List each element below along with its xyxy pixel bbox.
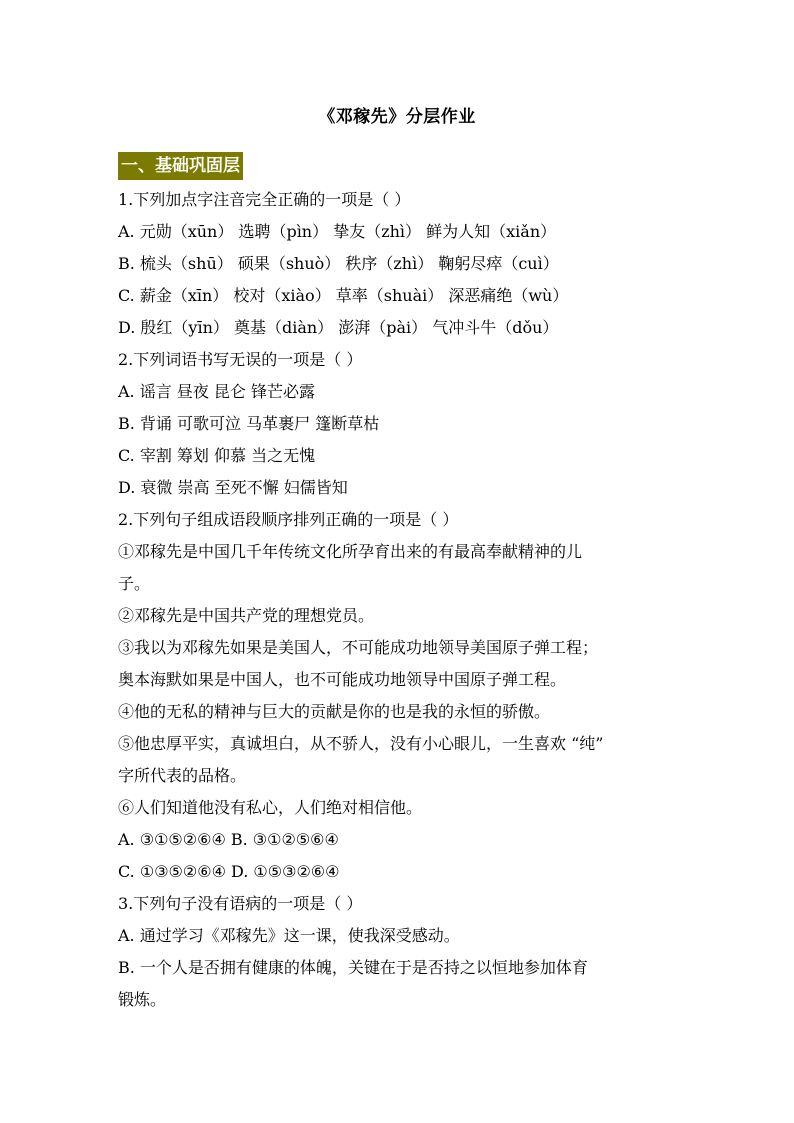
question-1-option-b: B. 梳头（shū） 硕果（shuò） 秩序（zhì） 鞠躬尽瘁（cuì） xyxy=(118,254,559,273)
question-2-option-b: B. 背诵 可歌可泣 马革裹尸 篷断草枯 xyxy=(118,414,380,433)
question-3-sentence-line: 奥本海默如果是中国人，也不可能成功地领导中国原子弹工程。 xyxy=(118,670,567,689)
question-4-option-b-cont: 锻炼。 xyxy=(118,990,167,1009)
question-3-options-cd: C. ①③⑤②⑥④ D. ①⑤③②⑥④ xyxy=(118,862,340,881)
question-3-sentence-line: ⑤他忠厚平实，真诚坦白，从不骄人，没有小心眼儿，一生喜欢 “纯” xyxy=(118,734,604,753)
question-4-option-a: A. 通过学习《邓稼先》这一课，使我深受感动。 xyxy=(118,926,460,945)
question-3-sentence-line: ①邓稼先是中国几千年传统文化所孕育出来的有最高奉献精神的儿 xyxy=(118,542,583,561)
question-2-option-c: C. 宰割 筹划 仰慕 当之无愧 xyxy=(118,446,316,465)
question-4-stem: 3.下列句子没有语病的一项是（ ） xyxy=(118,894,363,913)
question-1-option-d: D. 殷红（yīn） 奠基（diàn） 澎湃（pài） 气冲斗牛（dǒu） xyxy=(118,318,559,337)
section-heading: 一、基础巩固层 xyxy=(118,152,243,180)
question-3-sentence-line: 字所代表的品格。 xyxy=(118,766,247,785)
question-2-stem: 2.下列词语书写无误的一项是（ ） xyxy=(118,350,363,369)
question-3-sentence-line: 子。 xyxy=(118,574,151,593)
question-3-sentence-line: ③我以为邓稼先如果是美国人，不可能成功地领导美国原子弹工程； xyxy=(118,638,599,657)
question-2-option-d: D. 衰微 崇高 至死不懈 妇儒皆知 xyxy=(118,478,348,497)
question-3-sentence-line: ⑥人们知道他没有私心，人们绝对相信他。 xyxy=(118,798,423,817)
question-2-option-a: A. 谣言 昼夜 昆仑 锋芒必露 xyxy=(118,382,315,401)
question-1-option-a: A. 元勋（xūn） 选聘（pìn） 挚友（zhì） 鲜为人知（xiǎn） xyxy=(118,222,557,241)
page-title: 《邓稼先》分层作业 xyxy=(318,107,476,127)
question-1-option-c: C. 薪金（xīn） 校对（xiào） 草率（shuài） 深恶痛绝（wù） xyxy=(118,286,569,305)
question-4-option-b: B. 一个人是否拥有健康的体魄，关键在于是否持之以恒地参加体育 xyxy=(118,958,588,977)
question-3-stem: 2.下列句子组成语段顺序排列正确的一项是（ ） xyxy=(118,510,459,529)
question-3-sentence-line: ④他的无私的精神与巨大的贡献是你的也是我的永恒的骄傲。 xyxy=(118,702,551,721)
question-3-sentence-line: ②邓稼先是中国共产党的理想党员。 xyxy=(118,606,375,625)
question-3-options-ab: A. ③①⑤②⑥④ B. ③①②⑤⑥④ xyxy=(118,830,339,849)
question-1-stem: 1.下列加点字注音完全正确的一项是（ ） xyxy=(118,190,411,209)
